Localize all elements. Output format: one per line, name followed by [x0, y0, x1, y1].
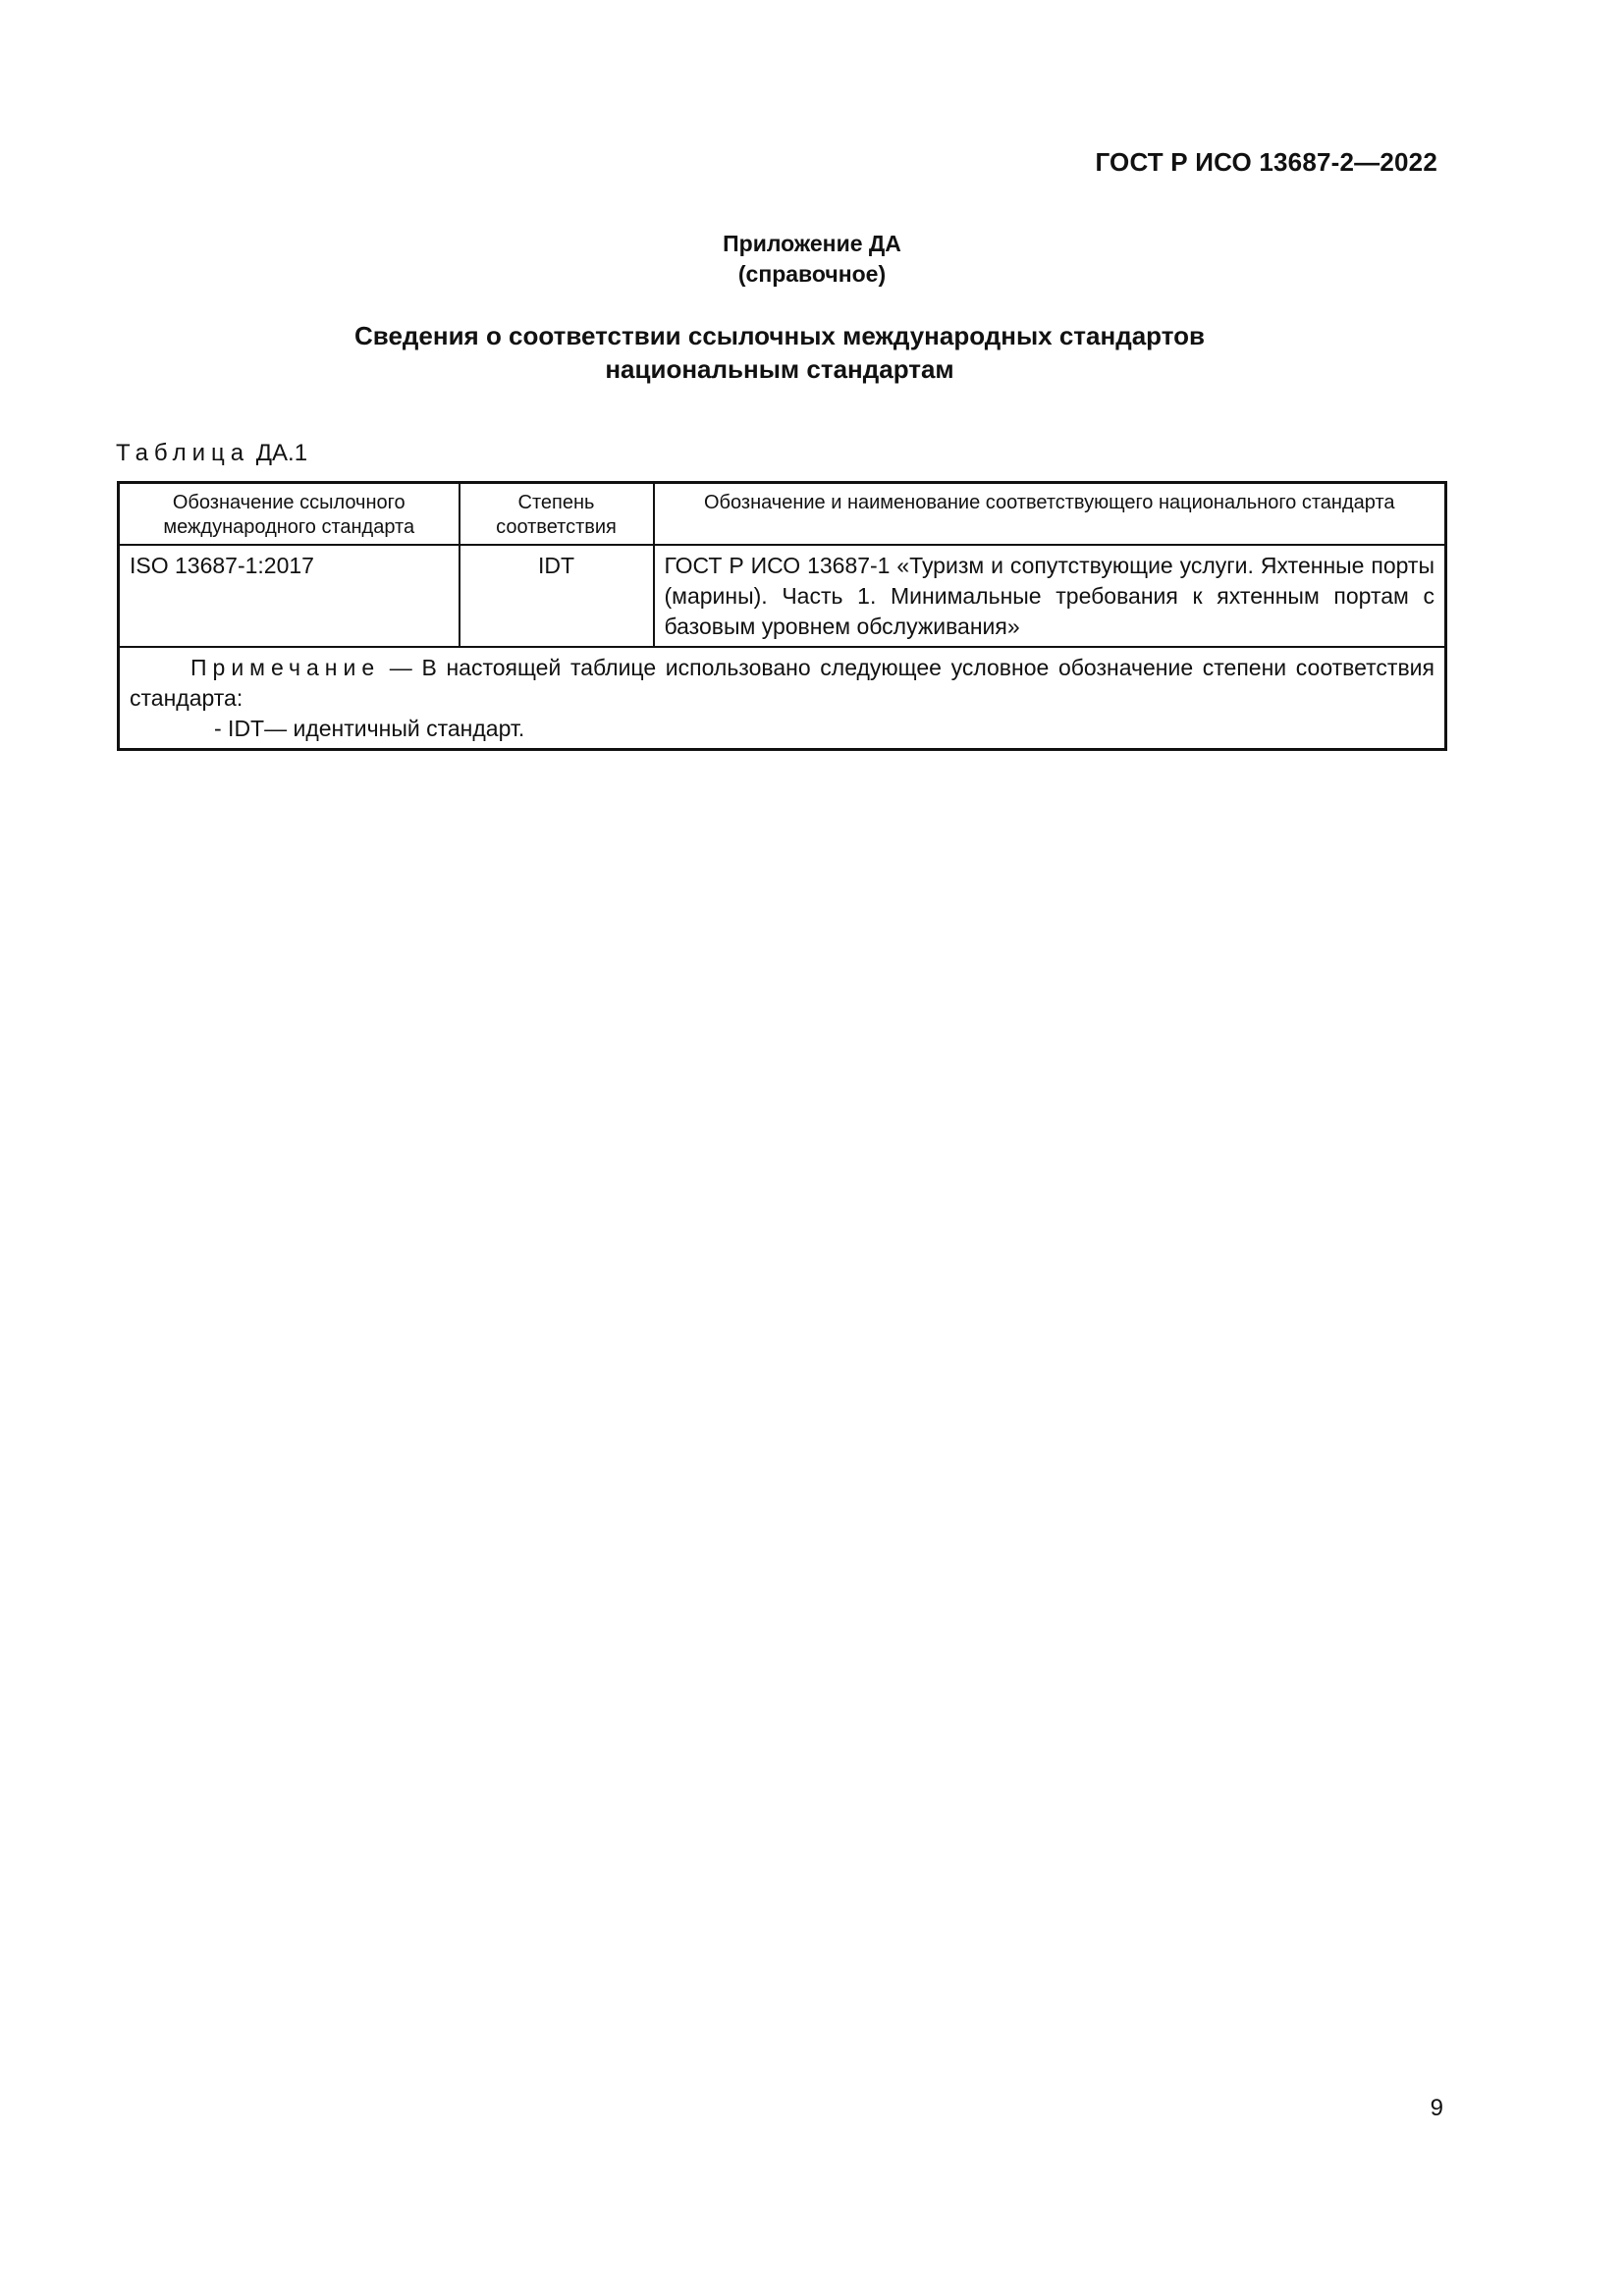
- note-item: - IDT— идентичный стандарт.: [214, 716, 525, 741]
- annex-subtitle: (справочное): [737, 261, 887, 287]
- annex-heading: [0, 229, 1624, 290]
- page-number: 9: [1430, 2095, 1443, 2121]
- section-title-line-1: Сведения о соответствии ссылочных международных стандартов: [354, 321, 1205, 350]
- header-degree: Степень соответствия: [460, 483, 654, 546]
- document-code: ГОСТ Р ИСО 13687-2—2022: [1095, 147, 1437, 177]
- cell-reference-standard: ISO 13687-1:2017: [119, 545, 460, 647]
- note-text: — В настоящей таблице использовано следующее условное обозначение степени соответствия стандарта:: [130, 655, 1435, 711]
- table-caption-number: ДА.1: [255, 440, 308, 466]
- table-note: [119, 647, 1446, 750]
- table-note-row: [119, 647, 1446, 750]
- annex-title: Приложение ДА: [723, 231, 901, 256]
- table-caption-word: Таблица: [116, 440, 250, 466]
- standards-correspondence-table: [117, 481, 1447, 751]
- cell-degree: IDT: [460, 545, 654, 647]
- section-title-line-2: национальным стандартам: [605, 354, 954, 384]
- header-reference-standard: Обозначение ссылочного международного стандарта: [119, 483, 460, 546]
- header-national-standard: Обозначение и наименование соответствующего национального стандарта: [654, 483, 1446, 546]
- table-header-row: [119, 483, 1446, 546]
- note-label: Примечание: [190, 655, 381, 680]
- cell-national-standard: ГОСТ Р ИСО 13687-1 «Туризм и сопутствующие услуги. Яхтенные порты (марины). Часть 1. Минимальные требования к яхтенным портам с базовым уровнем обслуживания»: [654, 545, 1446, 647]
- table-row: [119, 545, 1446, 647]
- section-title: [0, 319, 1559, 386]
- note-paragraph: [130, 653, 1435, 714]
- table-caption: [116, 440, 307, 467]
